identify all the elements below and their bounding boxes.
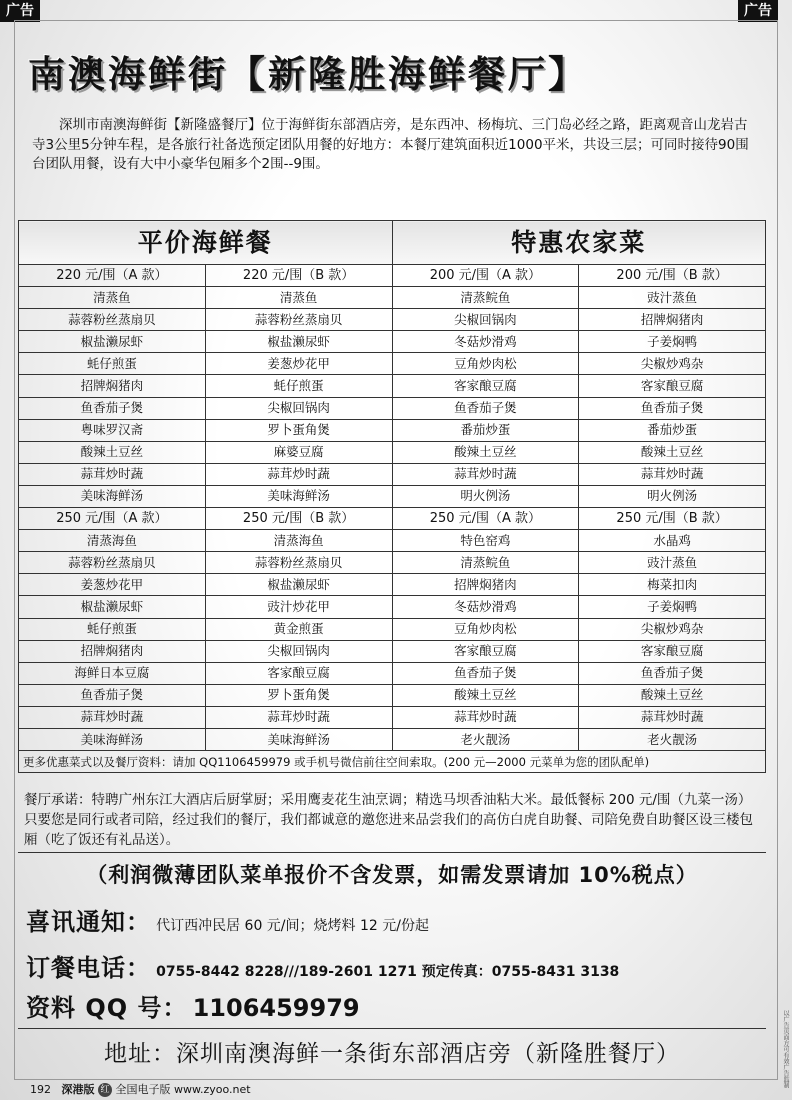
dish-cell: 梅菜扣肉	[579, 574, 766, 596]
dish-cell: 尖椒回锅肉	[392, 309, 579, 331]
dish-cell: 番茄炒蛋	[392, 419, 579, 441]
dish-cell: 酸辣土豆丝	[392, 684, 579, 706]
table-row	[19, 596, 766, 618]
dish-cell: 豉汁炒花甲	[205, 596, 392, 618]
price-cell: 200 元/围（A 款）	[392, 265, 579, 287]
price-cell: 250 元/围（A 款）	[392, 508, 579, 530]
table-row	[19, 375, 766, 397]
menu-body	[19, 265, 766, 773]
table-row	[19, 353, 766, 375]
dish-cell: 番茄炒蛋	[579, 419, 766, 441]
dish-cell: 尖椒炒鸡杂	[579, 353, 766, 375]
dish-cell: 蒜茸炒时蔬	[392, 463, 579, 485]
dish-cell: 蚝仔煎蛋	[205, 375, 392, 397]
dish-cell: 蒜茸炒时蔬	[392, 706, 579, 728]
table-row	[19, 309, 766, 331]
dish-cell: 招牌焖猪肉	[19, 375, 206, 397]
phone-row	[26, 948, 619, 983]
ad-tag-left: 广告	[0, 0, 40, 22]
phone-label: 订餐电话：	[26, 954, 151, 982]
dish-cell: 蚝仔煎蛋	[19, 618, 206, 640]
table-row	[19, 287, 766, 309]
price-cell: 220 元/围（A 款）	[19, 265, 206, 287]
dish-cell: 蒜蓉粉丝蒸扇贝	[205, 552, 392, 574]
dish-cell: 蒜蓉粉丝蒸扇贝	[205, 309, 392, 331]
price-cell: 250 元/围（B 款）	[205, 508, 392, 530]
dish-cell: 豆角炒肉松	[392, 618, 579, 640]
dish-cell: 子姜焖鸭	[579, 596, 766, 618]
ad-tag-right: 广告	[738, 0, 778, 22]
dish-cell: 清蒸鱼	[19, 287, 206, 309]
dish-cell: 清蒸海鱼	[19, 530, 206, 552]
dish-cell: 豉汁蒸鱼	[579, 552, 766, 574]
dish-cell: 蒜茸炒时蔬	[19, 463, 206, 485]
edition-label: 深港版	[61, 1083, 95, 1096]
intro-paragraph: 深圳市南澳海鲜街【新隆盛餐厅】位于海鲜街东部酒店旁，是东西冲、杨梅坑、三门岛必经之路，距离观音山龙岩古寺3公里5分钟车程，是各旅行社备选预定团队用餐的好地方：本餐厅建筑面积近1000平米，共设三层；可同时接待90围台团队用餐，设有大中小豪华包厢多个2围--9围。	[32, 117, 749, 172]
dish-cell: 子姜焖鸭	[579, 331, 766, 353]
dish-cell: 老火靓汤	[392, 728, 579, 750]
price-cell: 200 元/围（B 款）	[579, 265, 766, 287]
restaurant-promise: 餐厅承诺：特聘广州东江大酒店后厨掌厨；采用鹰麦花生油烹调；精选马坝香油粘大米。最低餐标 200 元/围（九菜一汤）只要您是同行或者司陪，经过我们的餐厅，我们都诚意的邀您进来品尝我们的高仿白虎自助餐、司陪免费自助餐区设三楼包厢（吃了饭还有礼品送）。	[24, 792, 753, 848]
dish-cell: 蒜茸炒时蔬	[579, 706, 766, 728]
dish-cell: 椒盐濑尿虾	[19, 596, 206, 618]
dish-cell: 椒盐濑尿虾	[205, 331, 392, 353]
dish-cell: 明火例汤	[392, 485, 579, 507]
dish-cell: 客家酿豆腐	[579, 640, 766, 662]
edition-badge-icon: 红	[98, 1083, 112, 1097]
dish-cell: 美味海鲜汤	[205, 728, 392, 750]
dish-cell: 蒜蓉粉丝蒸扇贝	[19, 309, 206, 331]
address: 地址：深圳南澳海鲜一条街东部酒店旁（新隆胜餐厅）	[18, 1028, 766, 1068]
dish-cell: 清蒸鱼	[205, 287, 392, 309]
table-row	[19, 552, 766, 574]
dish-cell: 罗卜蛋角煲	[205, 684, 392, 706]
dish-cell: 鱼香茄子煲	[19, 684, 206, 706]
dish-cell: 鱼香茄子煲	[19, 397, 206, 419]
dish-cell: 尖椒回锅肉	[205, 640, 392, 662]
table-row	[19, 419, 766, 441]
table-row	[19, 728, 766, 750]
dish-cell: 老火靓汤	[579, 728, 766, 750]
dish-cell: 水晶鸡	[579, 530, 766, 552]
table-row	[19, 618, 766, 640]
news-label: 喜讯通知：	[26, 908, 151, 936]
page-title: 南澳海鲜街【新隆胜海鲜餐厅】	[28, 53, 588, 96]
site-label: 全国电子版 www.zyoo.net	[115, 1083, 251, 1096]
note-row	[19, 751, 766, 773]
table-row	[19, 662, 766, 684]
dish-cell: 招牌焖猪肉	[19, 640, 206, 662]
category-seafood: 平价海鲜餐	[19, 221, 393, 265]
menu-table	[18, 220, 766, 773]
page-number: 192	[30, 1083, 51, 1096]
dish-cell: 酸辣土豆丝	[579, 684, 766, 706]
dish-cell: 粤味罗汉斋	[19, 419, 206, 441]
table-row	[19, 397, 766, 419]
dish-cell: 蒜茸炒时蔬	[205, 706, 392, 728]
qq-number: 1106459979	[192, 994, 360, 1022]
table-row	[19, 640, 766, 662]
dish-cell: 客家酿豆腐	[392, 640, 579, 662]
dish-cell: 美味海鲜汤	[19, 728, 206, 750]
dish-cell: 明火例汤	[579, 485, 766, 507]
dish-cell: 麻婆豆腐	[205, 441, 392, 463]
price-cell: 250 元/围（B 款）	[579, 508, 766, 530]
table-row	[19, 463, 766, 485]
dish-cell: 海鲜日本豆腐	[19, 662, 206, 684]
price-cell: 220 元/围（B 款）	[205, 265, 392, 287]
phone-text: 0755-8442 8228///189-2601 1271 预定传真：0755-8431 3138	[156, 964, 620, 980]
qq-row	[26, 988, 360, 1023]
dish-cell: 姜葱炒花甲	[205, 353, 392, 375]
dish-cell: 冬菇炒滑鸡	[392, 596, 579, 618]
dish-cell: 清蒸鲩鱼	[392, 552, 579, 574]
table-row	[19, 574, 766, 596]
dish-cell: 客家酿豆腐	[392, 375, 579, 397]
dish-cell: 酸辣土豆丝	[392, 441, 579, 463]
dish-cell: 鱼香茄子煲	[579, 397, 766, 419]
table-row	[19, 331, 766, 353]
menu-note: 更多优惠菜式以及餐厅资料：请加 QQ1106459979 或手机号微信前往空间索取。(200 元—2000 元菜单为您的团队配单)	[19, 751, 766, 773]
price-row	[19, 508, 766, 530]
dish-cell: 酸辣土豆丝	[579, 441, 766, 463]
page-footer	[30, 1081, 251, 1097]
qq-label: 资料 QQ 号：	[26, 994, 188, 1022]
dish-cell: 客家酿豆腐	[579, 375, 766, 397]
tax-note: （利润微薄团队菜单报价不含发票，如需发票请加 10%税点）	[18, 852, 766, 889]
dish-cell: 招牌焖猪肉	[579, 309, 766, 331]
dish-cell: 鱼香茄子煲	[579, 662, 766, 684]
table-row	[19, 706, 766, 728]
dish-cell: 酸辣土豆丝	[19, 441, 206, 463]
dish-cell: 椒盐濑尿虾	[205, 574, 392, 596]
price-cell: 250 元/围（A 款）	[19, 508, 206, 530]
dish-cell: 清蒸鲩鱼	[392, 287, 579, 309]
table-row	[19, 485, 766, 507]
dish-cell: 冬菇炒滑鸡	[392, 331, 579, 353]
dish-cell: 尖椒回锅肉	[205, 397, 392, 419]
dish-cell: 蒜蓉粉丝蒸扇贝	[19, 552, 206, 574]
price-row	[19, 265, 766, 287]
side-note: 以广告页面方可有效广告监制	[782, 1010, 789, 1088]
dish-cell: 客家酿豆腐	[205, 662, 392, 684]
dish-cell: 蒜茸炒时蔬	[205, 463, 392, 485]
category-farmhouse: 特惠农家菜	[392, 221, 766, 265]
dish-cell: 豆角炒肉松	[392, 353, 579, 375]
table-row	[19, 441, 766, 463]
dish-cell: 蒜茸炒时蔬	[19, 706, 206, 728]
news-text: 代订西冲民居 60 元/间；烧烤料 12 元/份起	[156, 918, 429, 934]
dish-cell: 豉汁蒸鱼	[579, 287, 766, 309]
dish-cell: 椒盐濑尿虾	[19, 331, 206, 353]
news-row	[26, 902, 429, 937]
dish-cell: 特色窑鸡	[392, 530, 579, 552]
dish-cell: 尖椒炒鸡杂	[579, 618, 766, 640]
dish-cell: 罗卜蛋角煲	[205, 419, 392, 441]
table-row	[19, 684, 766, 706]
dish-cell: 美味海鲜汤	[19, 485, 206, 507]
dish-cell: 清蒸海鱼	[205, 530, 392, 552]
dish-cell: 黄金煎蛋	[205, 618, 392, 640]
dish-cell: 蚝仔煎蛋	[19, 353, 206, 375]
dish-cell: 鱼香茄子煲	[392, 662, 579, 684]
dish-cell: 招牌焖猪肉	[392, 574, 579, 596]
dish-cell: 美味海鲜汤	[205, 485, 392, 507]
dish-cell: 姜葱炒花甲	[19, 574, 206, 596]
table-row	[19, 530, 766, 552]
dish-cell: 鱼香茄子煲	[392, 397, 579, 419]
dish-cell: 蒜茸炒时蔬	[579, 463, 766, 485]
